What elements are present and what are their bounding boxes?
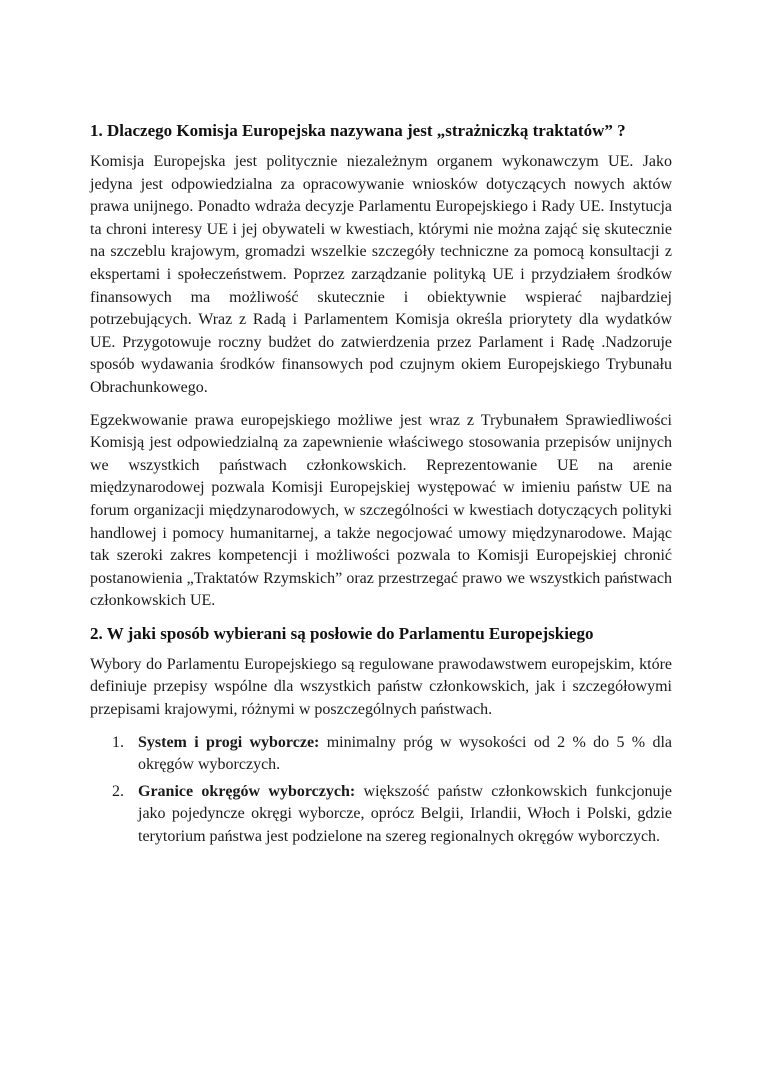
- list-item-number: 1.: [112, 733, 124, 751]
- document-page: [90, 120, 672, 853]
- list-item: [112, 732, 673, 777]
- list-item-number: 2.: [112, 782, 124, 800]
- section-1-paragraph-2: Egzekwowanie prawa europejskiego możliwe jest wraz z Trybunałem Sprawiedliwości Komisją jest odpowiedzialną za zapewnienie właściwego stosowania przepisów unijnych we wszystkich państwach członkowskich. Reprezentowanie UE na arenie międzynarodowej pozwala Komisji Europejskiej występować w imieniu państw UE na forum organizacji międzynarodowych, w szczególności w kwestiach dotyczących polityki handlowej i pomocy humanitarnej, a także negocjować umowy międzynarodowe. Mając tak szeroki zakres kompetencji i możliwości pozwala to Komisji Europejskiej chronić postanowienia „Traktatów Rzymskich” oraz przestrzegać prawo we wszystkich państwach członkowskich UE.: [90, 411, 672, 610]
- list-item-text: minimalny próg w wysokości od 2 % do 5 % dla okręgów wyborczych.: [138, 733, 673, 774]
- section-2-intro: Wybory do Parlamentu Europejskiego są regulowane prawodawstwem europejskim, które definiuje przepisy wspólne dla wszystkich państw członkowskich, jak i szczegółowymi przepisami krajowymi, różnymi w poszczególnych państwach.: [90, 655, 672, 719]
- list-item: [112, 781, 672, 849]
- section-1-paragraph-1: Komisja Europejska jest politycznie niezależnym organem wykonawczym UE. Jako jedyna jest odpowiedzialna za opracowywanie wniosków dotyczących nowych aktów prawa unijnego. Ponadto wdraża decyzje Parlamentu Europejskiego i Rady UE. Instytucja ta chroni interesy UE i jej obywateli w kwestiach, którymi nie można zająć się skutecznie na szczeblu krajowym, gromadzi wszelkie szczegóły techniczne za pomocą konsultacji z ekspertami i społeczeństwem. Poprzez zarządzanie polityką UE i przydziałem środków finansowych ma możliwość skutecznie i obiektywnie wspierać najbardziej potrzebujących. Wraz z Radą i Parlamentem Komisja określa priorytety dla wydatków UE. Przygotowuje roczny budżet do zatwierdzenia przez Parlament i Radę .Nadzoruje sposób wydawania środków finansowych pod czujnym okiem Europejskiego Trybunału Obrachunkowego.: [90, 153, 672, 396]
- list-item-text: większość państw członkowskich funkcjonuje jako pojedyncze okręgi wyborcze, oprócz Belgii, Irlandii, Włoch i Polski, gdzie terytorium państwa jest podzielone na szereg regionalnych okręgów wyborczych.: [138, 782, 672, 846]
- list-item-term: System i progi wyborcze:: [138, 733, 320, 751]
- section-1-heading: 1. Dlaczego Komisja Europejska nazywana jest „strażniczką traktatów” ?: [90, 121, 626, 140]
- list-item-term: Granice okręgów wyborczych:: [138, 782, 356, 800]
- electoral-rules-list: [90, 732, 672, 849]
- section-2-heading: 2. W jaki sposób wybierani są posłowie do Parlamentu Europejskiego: [90, 623, 594, 643]
